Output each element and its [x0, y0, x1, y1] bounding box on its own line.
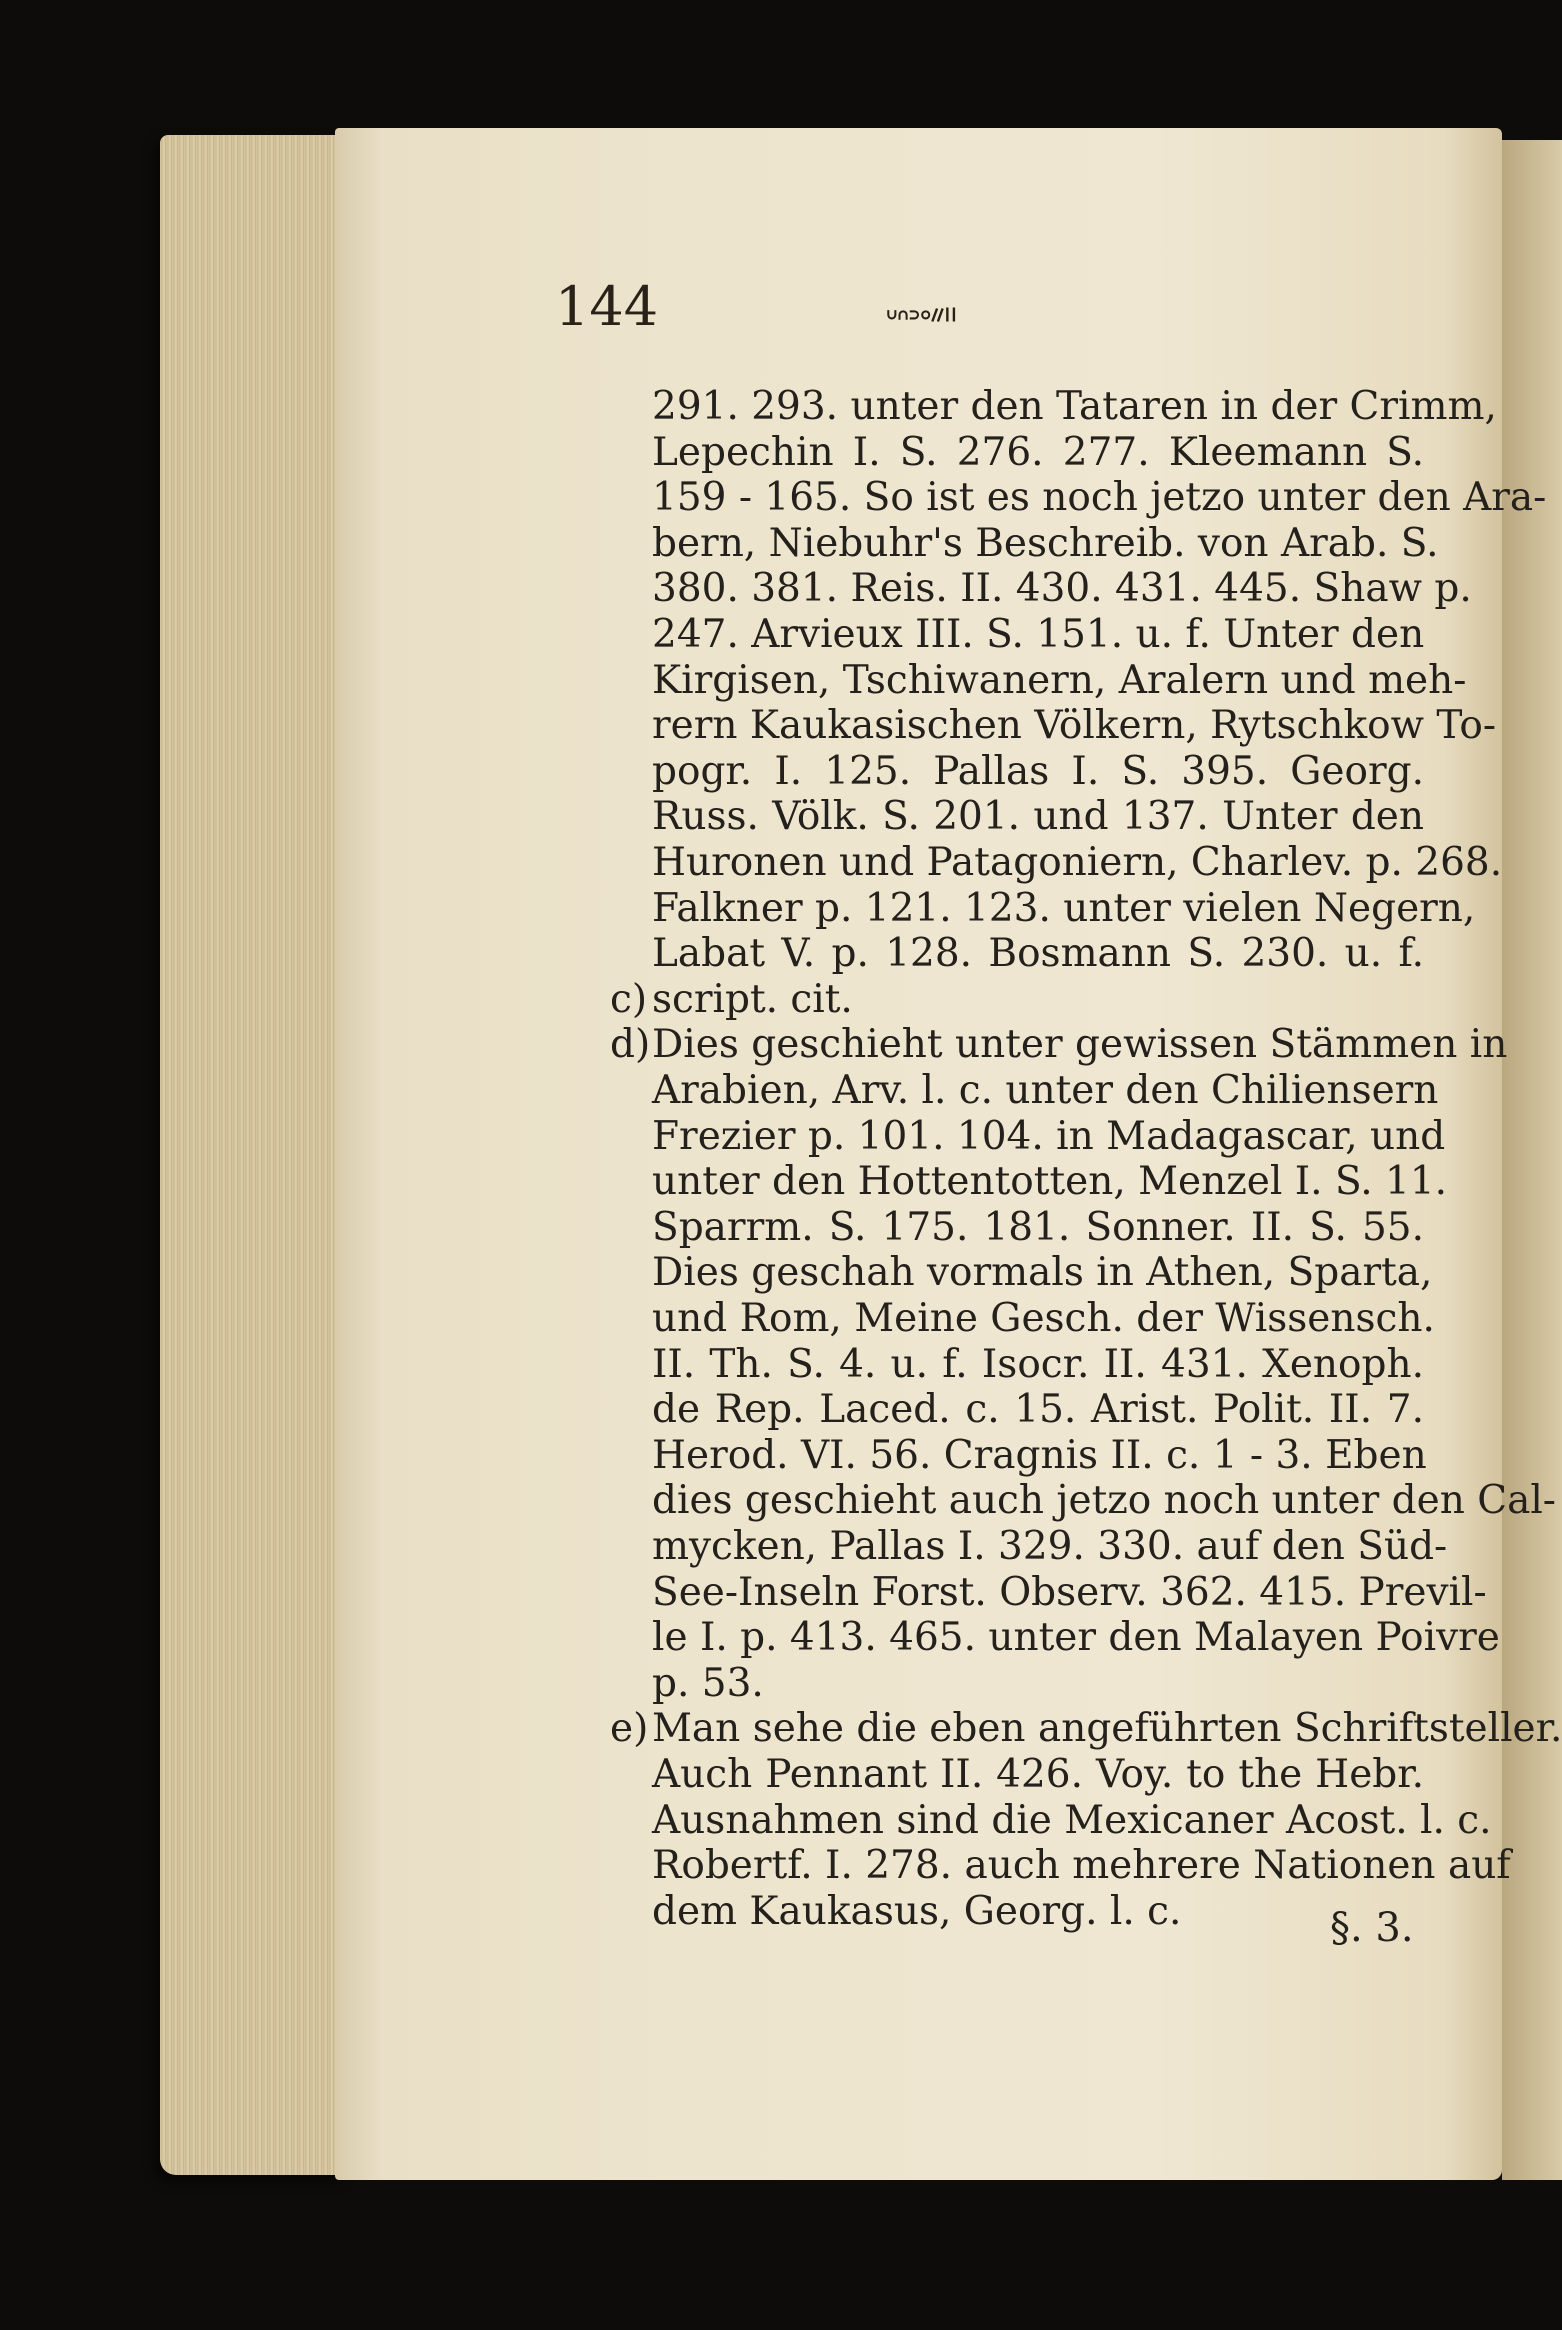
text-line: mycken, Pallas I. 329. 330. auf den Süd- [652, 1524, 1448, 1569]
text-line: See-Inseln Forst. Observ. 362. 415. Previl- [652, 1570, 1487, 1615]
text-line: 380. 381. Reis. II. 430. 431. 445. Shaw p. [652, 566, 1472, 611]
text-line: p. 53. [652, 1661, 764, 1706]
text-line: 291. 293. unter den Tataren in der Crimm, [652, 384, 1497, 429]
header-ornament: ᐡᐢᐣᐤᐥᐦ [885, 302, 955, 342]
text-line: Labat V. p. 128. Bosmann S. 230. u. f. [652, 931, 1424, 976]
text-line: II. Th. S. 4. u. f. Isocr. II. 431. Xenoph. [652, 1342, 1424, 1387]
footnote-marker: c) [610, 977, 648, 1022]
text-line: Russ. Völk. S. 201. und 137. Unter den [652, 794, 1424, 839]
text-line: Ausnahmen sind die Mexicaner Acost. l. c. [652, 1798, 1492, 1843]
text-line: und Rom, Meine Gesch. der Wissensch. [652, 1296, 1435, 1341]
text-line: Robertf. I. 278. auch mehrere Nationen auf [652, 1843, 1511, 1888]
text-line: pogr. I. 125. Pallas I. S. 395. Georg. [652, 749, 1424, 794]
page-number: 144 [555, 275, 659, 338]
text-line: Huronen und Patagoniern, Charlev. p. 268. [652, 840, 1503, 885]
text-line: Man sehe die eben angeführten Schriftsteller. [652, 1706, 1562, 1751]
footnote-marker: d) [610, 1022, 651, 1067]
text-line: de Rep. Laced. c. 15. Arist. Polit. II. 7. [652, 1387, 1424, 1432]
text-line: Dies geschieht unter gewissen Stämmen in [652, 1022, 1508, 1067]
text-line: dies geschieht auch jetzo noch unter den Cal- [652, 1478, 1556, 1523]
text-line: Dies geschah vormals in Athen, Sparta, [652, 1250, 1433, 1295]
catchword: §. 3. [1330, 1905, 1414, 1951]
text-line: Auch Pennant II. 426. Voy. to the Hebr. [652, 1752, 1424, 1797]
text-line: bern, Niebuhr's Beschreib. von Arab. S. [652, 521, 1439, 566]
text-line: 247. Arvieux III. S. 151. u. f. Unter den [652, 612, 1425, 657]
text-line: dem Kaukasus, Georg. l. c. [652, 1889, 1182, 1934]
text-line: Herod. VI. 56. Cragnis II. c. 1 - 3. Eben [652, 1433, 1427, 1478]
text-line: Frezier p. 101. 104. in Madagascar, und [652, 1114, 1446, 1159]
text-line: rern Kaukasischen Völkern, Rytschkow To- [652, 703, 1497, 748]
text-line: Kirgisen, Tschiwanern, Aralern und meh- [652, 658, 1467, 703]
text-line: Arabien, Arv. l. c. unter den Chiliensern [652, 1068, 1439, 1113]
text-line: le I. p. 413. 465. unter den Malayen Poivre [652, 1615, 1500, 1660]
text-line: Falkner p. 121. 123. unter vielen Negern, [652, 886, 1476, 931]
text-line: Sparrm. S. 175. 181. Sonner. II. S. 55. [652, 1205, 1424, 1250]
footnote-marker: e) [610, 1706, 649, 1751]
text-line: Lepechin I. S. 276. 277. Kleemann S. [652, 430, 1424, 475]
text-line: script. cit. [652, 977, 853, 1022]
text-line: unter den Hottentotten, Menzel I. S. 11. [652, 1159, 1448, 1204]
text-line: 159 - 165. So ist es noch jetzo unter den Ara- [652, 475, 1547, 520]
